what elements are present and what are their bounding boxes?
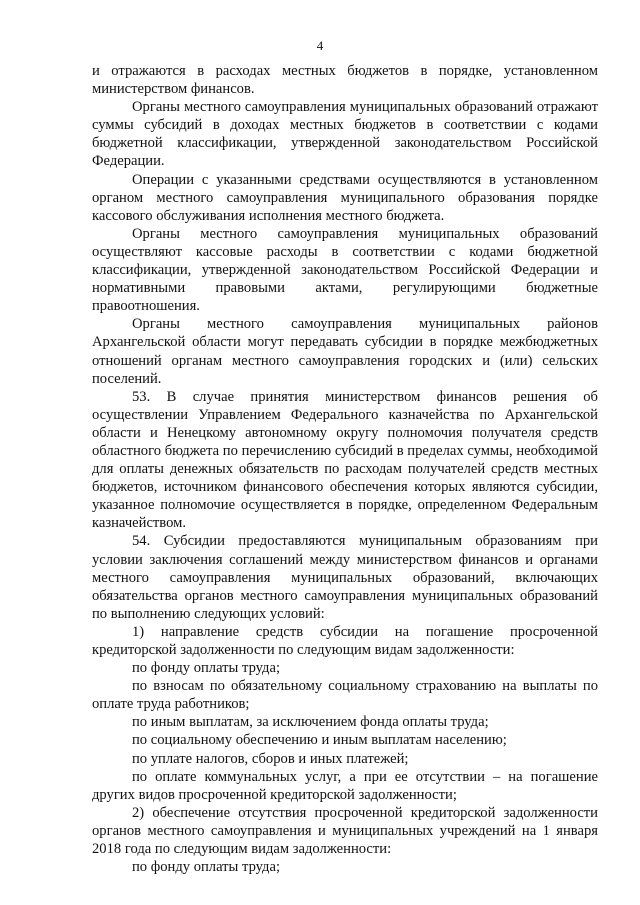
page-number: 4 — [316, 38, 324, 53]
paragraph-cash-expenditures: Органы местного самоуправления муниципальных образований осуществляют кассовые расходы в соответствии с кодами бюджетной классификации, утвержденной законодательством Российской Федерации и нормативными правовыми актами, регулирующими бюджетные правоотношения. — [92, 225, 598, 315]
paragraph-cash-operations: Операции с указанными средствами осуществляются в установленном органом местного самоуправления муниципального образования порядке кассового обслуживания исполнения местного бюджета. — [92, 171, 598, 224]
list-item-payroll-2: по фонду оплаты труда; — [132, 859, 281, 876]
list-item-social-security: по социальному обеспечению и иным выплатам населению; — [132, 732, 507, 749]
paragraph-revenue-reflection: Органы местного самоуправления муниципальных образований отражают суммы субсидий в доходах местных бюджетов в соответствии с кодами бюджетной классификации, утвержденной законодательством Российской Федерации. — [92, 99, 598, 170]
list-item-utilities: по оплате коммунальных услуг, а при ее отсутствии – на погашение других видов просроченной кредиторской задолженности; — [92, 768, 598, 803]
list-item-social-insurance: по взносам по обязательному социальному страхованию на выплаты по оплате труда работников; — [92, 678, 598, 713]
list-item-condition-1: 1) направление средств субсидии на погашение просроченной кредиторской задолженности по следующим видам задолженности: — [92, 623, 598, 658]
paragraph-clause-53: 53. В случае принятия министерством финансов решения об осуществлении Управлением Федерального казначейства по Архангельской области и Ненецкому автономному округу полномочия получателя средств областного бюджета по перечислению субсидий в пределах суммы, необходимой для оплаты денежных обязательств по расходам получателей средств местных бюджетов, источником финансового обеспечения которых являются субсидии, указанное полномочие осуществляется в порядке, определенном Федеральным казначейством. — [92, 388, 598, 532]
list-item-condition-2: 2) обеспечение отсутствия просроченной кредиторской задолженности органов местного самоуправления и муниципальных учреждений на 1 января 2018 года по следующим видам задолженности: — [92, 804, 598, 858]
paragraph-continuation: и отражаются в расходах местных бюджетов в порядке, установленном министерством финансов. — [92, 63, 598, 98]
list-item-payroll: по фонду оплаты труда; — [132, 660, 281, 677]
paragraph-subsidy-transfer: Органы местного самоуправления муниципальных районов Архангельской области могут передавать субсидии в порядке межбюджетных отношений органам местного самоуправления городских и (или) сельских поселений. — [92, 316, 598, 387]
list-item-taxes: по уплате налогов, сборов и иных платежей; — [132, 750, 409, 767]
document-body — [92, 62, 598, 876]
paragraph-clause-54: 54. Субсидии предоставляются муниципальным образованиям при условии заключения соглашений между министерством финансов и органами местного самоуправления муниципальных образований, включающих обязательства органов местного самоуправления муниципальных образований по выполнению следующих условий: — [92, 533, 598, 622]
list-item-other-payments: по иным выплатам, за исключением фонда оплаты труда; — [132, 714, 489, 731]
